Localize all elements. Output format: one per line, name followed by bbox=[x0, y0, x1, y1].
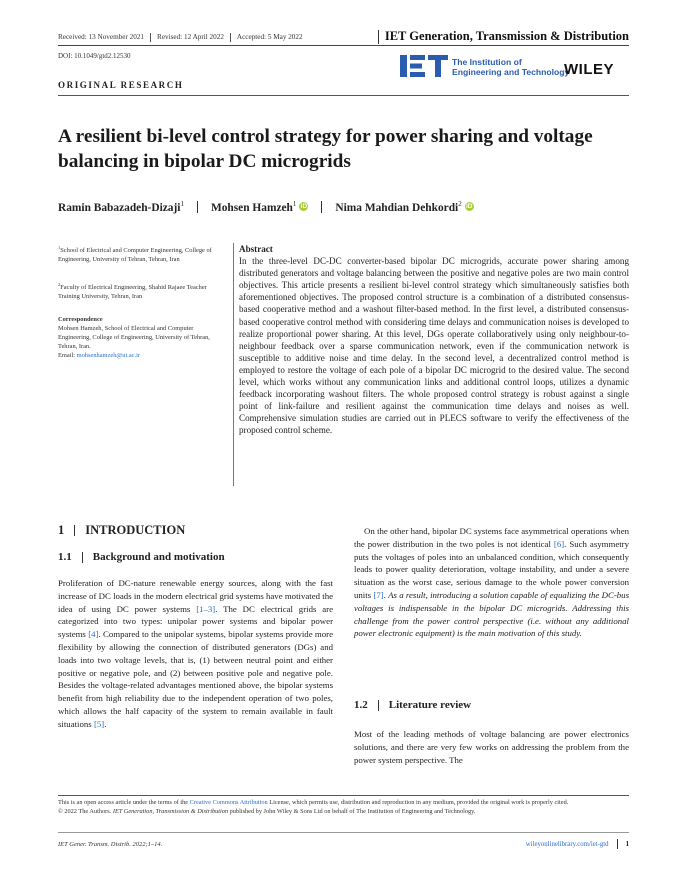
journal-url-link[interactable]: wileyonlinelibrary.com/iet-gtd bbox=[525, 840, 609, 848]
left-column-paragraph: Proliferation of DC-nature renewable energy sources, along with the fast increase of DC loads in the modern electrical grid systems have motivated the idea of using DC power systems [1–3]. The DC electrical grids are categorized into two types: unipolar power systems and bipolar power systems [4]. Compared to the unipolar systems, bipolar systems provide more flexibility by allowing the connection of distributed generators (DGs) and loads into two voltage levels, that is, (1) between neutral point and either positive or negative pole, and (2) between positive pole and negative pole. Besides the voltage-related advantages mentioned above, the bipolar systems benefit from high reliability due to the independent operation of two poles, which allows the half capacity of the system to remain available in fault situations [5]. bbox=[58, 578, 334, 729]
author-3[interactable]: Nima Mahdian Dehkordi$^2$ bbox=[335, 200, 462, 214]
affiliation-1: $^1$School of Electrical and Computer Engineering, College of Engineering, University of Tehran, Tehran, Iran bbox=[58, 245, 212, 264]
iet-logo-icon bbox=[400, 54, 448, 78]
divider bbox=[321, 201, 322, 213]
right-column-paragraph-2: Most of the leading methods of voltage balancing are power electronics solutions, and there are very few works on addressing the problem from the power system perspective. The bbox=[354, 729, 629, 765]
section-heading-introduction: 1 INTRODUCTION bbox=[58, 523, 186, 537]
wiley-logo: WILEY bbox=[564, 61, 614, 78]
orcid-icon[interactable]: iD bbox=[300, 203, 308, 211]
abstract-heading: Abstract bbox=[239, 244, 273, 254]
correspondence-heading: Correspondence bbox=[58, 316, 103, 323]
journal-title: IET Generation, Transmission & Distribution bbox=[384, 29, 629, 43]
license-line: This is an open access article under the terms of the Creative Commons Attribution License, which permits use, distribution and reproduction in any medium, provided the original work is properly cited. bbox=[58, 799, 569, 806]
correspondence bbox=[58, 316, 218, 361]
citation-link[interactable]: [7] bbox=[373, 589, 384, 600]
received-date: Received: 13 November 2021 bbox=[58, 33, 145, 41]
page-number: 1 bbox=[625, 840, 629, 848]
correspondence-text: Mohsen Hamzeh, School of Electrical and Computer Engineering, College of Engineering, University of Tehran, Tehran, Iran. bbox=[58, 324, 210, 350]
divider bbox=[197, 201, 198, 213]
citation-link[interactable]: [6] bbox=[553, 538, 565, 549]
orcid-icon[interactable]: iD bbox=[465, 203, 473, 211]
abstract-bar bbox=[233, 243, 234, 486]
correspondence-email-line: Email: mohsenhamzeh@ut.ac.ir bbox=[58, 351, 141, 359]
doi[interactable]: DOI: 10.1049/gtd2.12530 bbox=[58, 52, 131, 60]
email-link[interactable]: mohsenhamzeh@ut.ac.ir bbox=[76, 351, 141, 359]
bottom-rule bbox=[58, 832, 629, 833]
abstract bbox=[239, 243, 629, 437]
affiliation-2: $^2$Faculty of Electrical Engineering, Shahid Rajaee Teacher Training University, Tehran, Iran bbox=[58, 282, 207, 301]
paper-title: A resilient bi-level control strategy for power sharing and voltage balancing in bipolar DC microgrids bbox=[58, 126, 593, 172]
citation-link[interactable]: [5] bbox=[93, 718, 105, 729]
divider bbox=[378, 30, 379, 44]
section-rule bbox=[58, 95, 629, 96]
license-notice bbox=[58, 798, 630, 816]
iet-logo-line1: The Institution of bbox=[452, 57, 522, 67]
subsection-heading-literature: 1.2 Literature review bbox=[354, 699, 472, 711]
subsection-heading-background: 1.1 Background and motivation bbox=[58, 551, 225, 563]
divider bbox=[74, 525, 75, 536]
divider bbox=[230, 33, 231, 42]
citation-link[interactable]: [1–3] bbox=[196, 603, 216, 614]
journal-citation: IET Gener. Transm. Distrib. 2022;1–14. bbox=[58, 841, 163, 848]
article-dates bbox=[58, 33, 303, 42]
divider bbox=[82, 552, 83, 563]
author-list bbox=[58, 200, 474, 214]
author-1[interactable]: Ramin Babazadeh-Dizaji$^1$ bbox=[58, 200, 184, 214]
accepted-date: Accepted: 5 May 2022 bbox=[236, 33, 303, 41]
page-footer-right bbox=[526, 839, 629, 849]
citation-link[interactable]: [4] bbox=[88, 629, 99, 640]
right-column-paragraph: On the other hand, bipolar DC systems face asymmetrical operations when the power distribution in the two poles is not identical [6]. Such asymmetry puts the voltages of poles into an unbalanced condition, which consequently leads to power quality deterioration, voltage instability, and under a severe situation as the worst case, serious damage to the whole power conversion units [7]. As a result, introducing a solution capable of equalizing the DC-bus voltages is indispensable in the bipolar DC microgrids. Addressing this challenge from the power control perspective (i.e. without any additional power electronic equipment) is the main motivation of this study. bbox=[354, 526, 630, 639]
motivation-statement: As a result, introducing a solution capable of equalizing the DC-bus voltages is indispensable in the bipolar DC microgrids. Addressing this challenge from the power control perspective (i.e. without any additional power electronic equipment) is the main motivation of this study. bbox=[354, 589, 629, 639]
divider bbox=[617, 839, 618, 849]
divider bbox=[378, 700, 379, 711]
header-rule bbox=[58, 45, 629, 46]
revised-date: Revised: 12 April 2022 bbox=[157, 33, 224, 41]
license-link[interactable]: Creative Commons Attribution bbox=[189, 799, 268, 806]
section-label: ORIGINAL RESEARCH bbox=[58, 80, 184, 90]
iet-logo-text bbox=[452, 58, 569, 77]
journal-name bbox=[378, 29, 629, 44]
footer-rule bbox=[58, 795, 629, 796]
author-2[interactable]: Mohsen Hamzeh$^1$ bbox=[210, 200, 297, 214]
copyright-line: © 2022 The Authors. IET Generation, Transmission & Distribution published by John Wiley & Sons Ltd on behalf of The Institution of Engineering and Technology. bbox=[58, 808, 476, 815]
abstract-text: In the three-level DC-DC converter-based bipolar DC microgrids, accurate power sharing among distributed generators and voltage balancing between the positive and negative poles are two main control objectives. This article presents a resilient bi-level control strategy which simultaneously satisfies both aforementioned objectives. The proposed control structure is a combination of a distributed consensus-based cooperative method and a washout filter-based method. In the first level, a distributed consensus-based cooperative control method with considering time delays and communication noises is developed to realize proportional power sharing. At this level, DGs operate collaboratively using only neighbour-to-neighbour feedback over a sparse communication network, even if the communication network is susceptible to additive noise and time delay. In the second level, a decentralized control method is employed to restore the voltage of each pole of a bipolar DC microgrid to the desired value. The second level, which works without any communication links and additional control loops, utilizes a dynamic feedback incorporating washout filters. The whole proposed control strategy is robust against a single point of link-failure and resilient against the communication time delays and noises as well. Comprehensive simulation studies are carried out in PLECS software to verify the effectiveness of the proposed control scheme. bbox=[239, 256, 629, 436]
iet-logo-line2: Engineering and Technology bbox=[452, 66, 570, 77]
divider bbox=[150, 33, 151, 42]
